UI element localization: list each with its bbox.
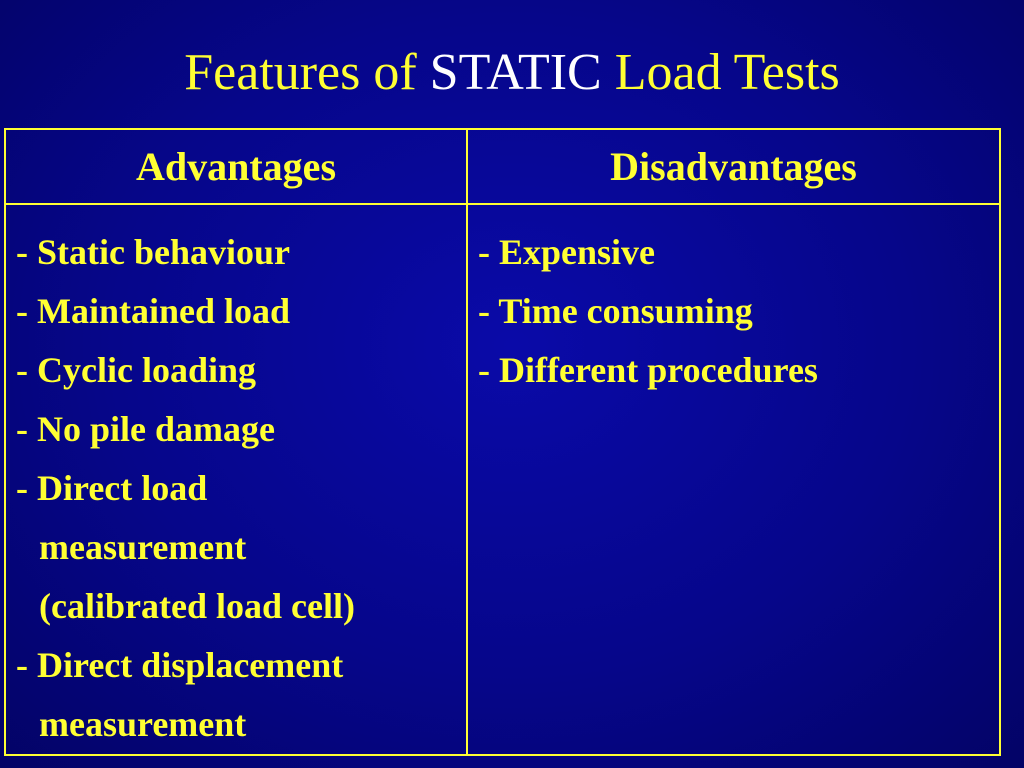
list-item-text: - Direct load xyxy=(16,468,208,508)
list-item-text: - Expensive xyxy=(478,232,656,272)
list-item-continuation: measurement xyxy=(39,527,247,567)
disadvantage-item xyxy=(478,341,999,400)
list-item-text: - Cyclic loading xyxy=(16,350,256,390)
disadvantages-list xyxy=(478,223,999,400)
disadvantages-header: Disadvantages xyxy=(467,129,1000,204)
list-item-text: - Maintained load xyxy=(16,291,291,331)
advantages-header: Advantages xyxy=(5,129,467,204)
advantage-item xyxy=(16,400,466,459)
list-item-text: - Static behaviour xyxy=(16,232,290,272)
advantage-item xyxy=(16,282,466,341)
title-highlight: STATIC xyxy=(429,44,602,101)
advantages-cell xyxy=(5,204,467,755)
content-row xyxy=(5,204,1000,755)
comparison-table xyxy=(4,128,1001,756)
slide-title xyxy=(0,42,1024,104)
advantage-item xyxy=(16,636,466,754)
list-item-text: - No pile damage xyxy=(16,409,275,449)
advantage-item xyxy=(16,341,466,400)
list-item-continuation: measurement xyxy=(39,704,247,744)
advantage-item xyxy=(16,223,466,282)
disadvantages-cell xyxy=(467,204,1000,755)
advantage-item xyxy=(16,459,466,636)
header-row xyxy=(5,129,1000,204)
disadvantage-item xyxy=(478,282,999,341)
list-item-continuation: (calibrated load cell) xyxy=(39,586,355,626)
list-item-text: - Time consuming xyxy=(478,291,753,331)
disadvantage-item xyxy=(478,223,999,282)
title-suffix: Load Tests xyxy=(601,44,840,101)
advantages-list xyxy=(16,223,466,754)
list-item-text: - Different procedures xyxy=(478,350,818,390)
title-prefix: Features of xyxy=(184,44,430,101)
list-item-text: - Direct displacement xyxy=(16,645,344,685)
